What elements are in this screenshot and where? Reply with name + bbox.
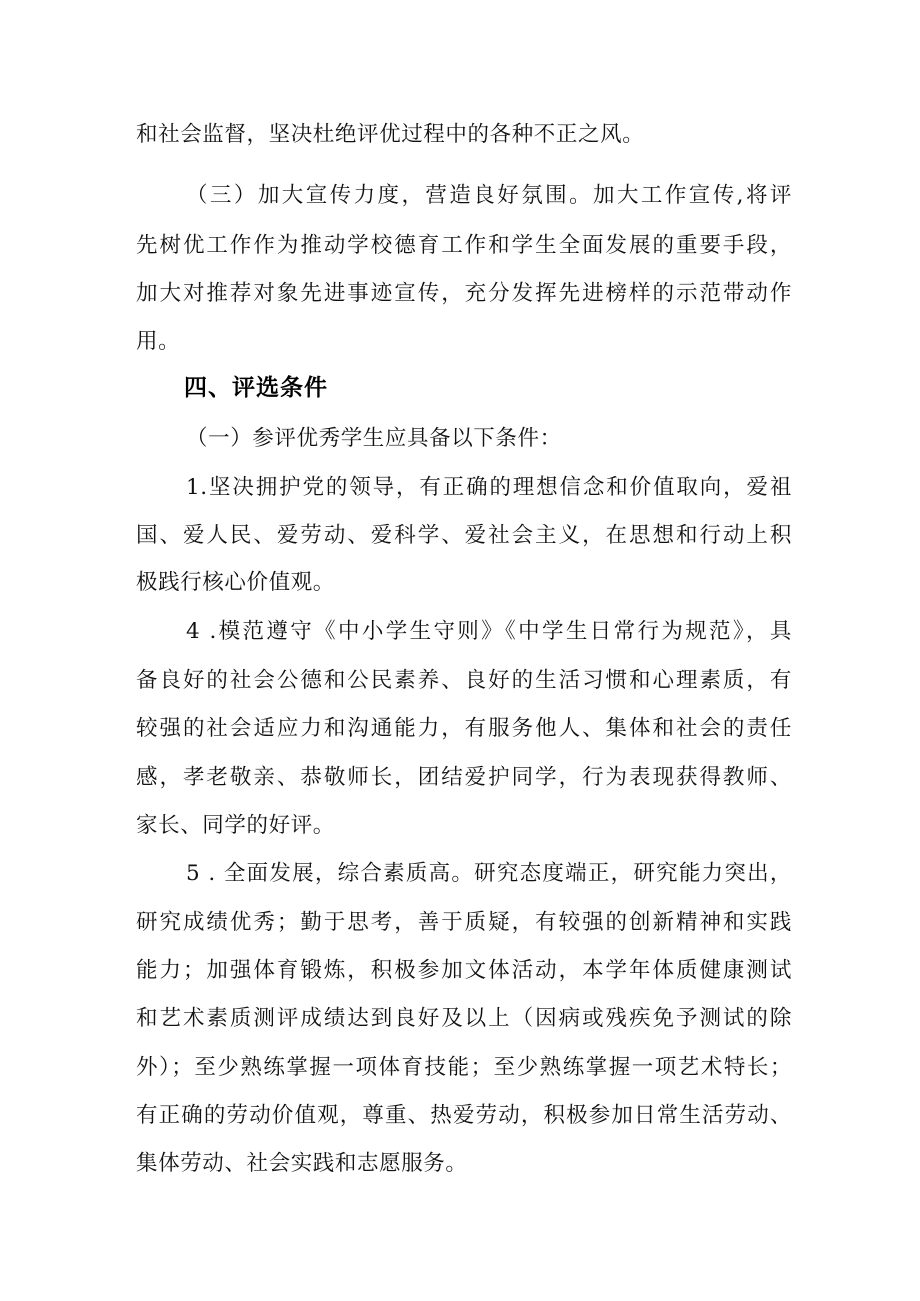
paragraph-line: 能力；加强体育锻炼，积极参加文体活动，本学年体质健康测试 (136, 958, 792, 983)
paragraph-line: 极践行核心价值观。 (136, 570, 335, 595)
paragraph-line: （三）加大宣传力度，营造良好氛围。加大工作宣传,将评 (186, 183, 792, 208)
paragraph-line: 4 .模范遵守《中小学生守则》《中学生日常行为规范》，具 (186, 619, 792, 644)
paragraph-line: 加大对推荐对象先进事迹宣传，充分发挥先进榜样的示范带动作 (136, 281, 792, 306)
paragraph-line: 备良好的社会公德和公民素养、良好的生活习惯和心理素质，有 (136, 668, 792, 693)
section-heading: 四、评选条件 (184, 375, 328, 401)
paragraph-line: 1.坚决拥护党的领导，有正确的理想信念和价值取向，爱祖 (186, 475, 792, 500)
paragraph-line: 有正确的劳动价值观，尊重、热爱劳动，积极参加日常生活劳动、 (136, 1103, 792, 1128)
paragraph-line: 研究成绩优秀；勤于思考，善于质疑，有较强的创新精神和实践 (136, 910, 792, 935)
paragraph-line: 5 . 全面发展，综合素质高。研究态度端正，研究能力突出， (186, 861, 792, 886)
paragraph-line: 先树优工作作为推动学校德育工作和学生全面发展的重要手段， (136, 233, 792, 258)
paragraph-line: 外）；至少熟练掌握一项体育技能；至少熟练掌握一项艺术特长； (136, 1055, 792, 1080)
paragraph-line: 和社会监督，坚决杜绝评优过程中的各种不正之风。 (136, 122, 645, 147)
paragraph-line: 家长、同学的好评。 (136, 813, 335, 838)
paragraph-line: 国、爱人民、爱劳动、爱科学、爱社会主义，在思想和行动上积 (136, 523, 792, 548)
paragraph-line: 用。 (136, 329, 181, 354)
paragraph-line: 集体劳动、社会实践和志愿服务。 (136, 1151, 468, 1176)
paragraph-line: 和艺术素质测评成绩达到良好及以上（因病或残疾免予测试的除 (136, 1006, 792, 1031)
paragraph-line: 感，孝老敬亲、恭敬师长，团结爱护同学，行为表现获得教师、 (136, 765, 792, 790)
subsection-heading: （一）参评优秀学生应具备以下条件： (186, 426, 562, 451)
paragraph-line: 较强的社会适应力和沟通能力，有服务他人、集体和社会的责任 (136, 716, 792, 741)
